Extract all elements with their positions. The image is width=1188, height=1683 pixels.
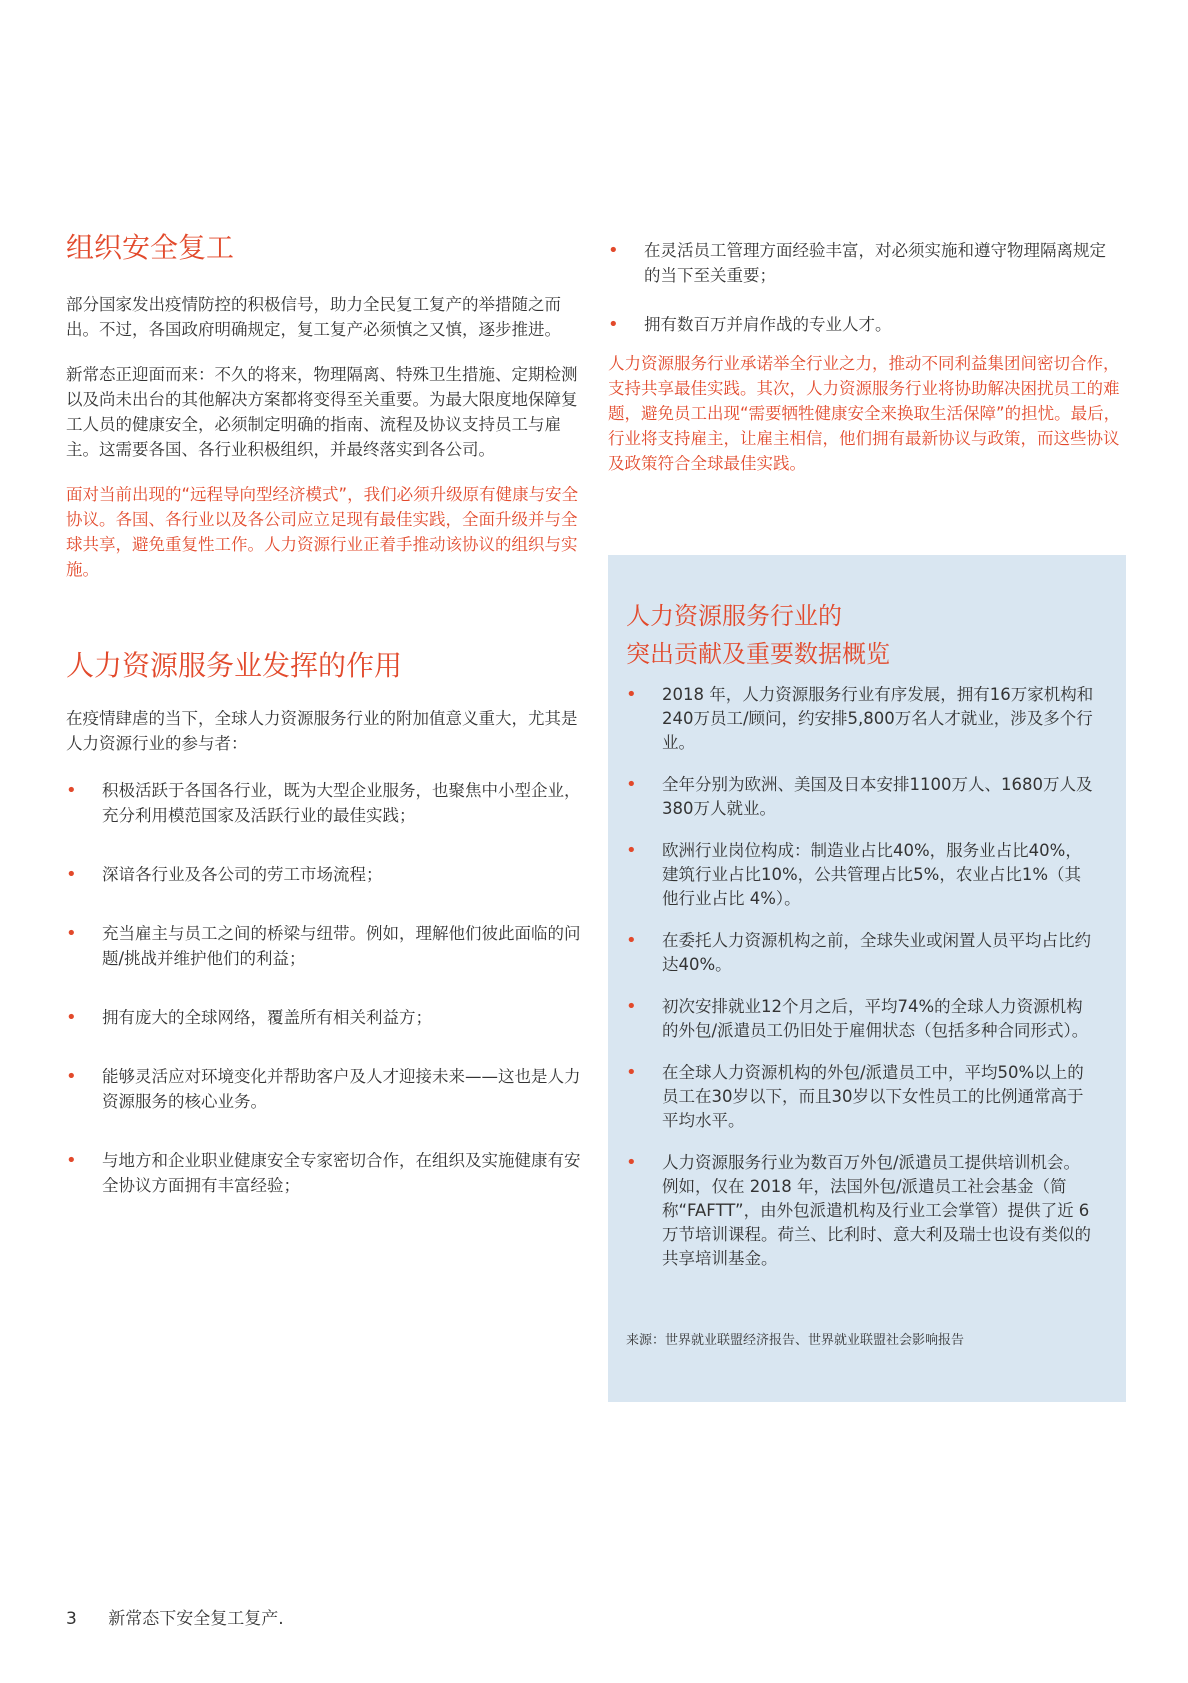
panel-title-line-2: 突出贡献及重要数据概览 bbox=[626, 640, 890, 668]
section-title-safe-return: 组织安全复工 bbox=[66, 231, 235, 264]
right-column bbox=[608, 238, 1122, 476]
intro-paragraph: 在疫情肆虐的当下，全球人力资源服务行业的附加值意义重大，尤其是人力资源行业的参与者： bbox=[66, 709, 578, 753]
list-item: • 2018 年，人力资源服务行业有序发展，拥有16万家机构和240万员工/顾问，约安排5,800万名人才就业，涉及多个行业。 bbox=[626, 683, 1096, 755]
list-item: • 充当雇主与员工之间的桥梁与纽带。例如，理解他们彼此面临的问题/挑战并维护他们的利益； bbox=[66, 921, 584, 971]
source-note: 来源：世界就业联盟经济报告、世界就业联盟社会影响报告 bbox=[626, 1333, 965, 1348]
page-number: 3 bbox=[66, 1609, 77, 1629]
panel-title bbox=[626, 597, 1106, 673]
key-data-list bbox=[626, 683, 1096, 1271]
page-footer bbox=[66, 1604, 284, 1629]
list-item: • 初次安排就业12个月之后，平均74%的全球人力资源机构的外包/派遣员工仍旧处于雇佣状态（包括多种合同形式）。 bbox=[626, 995, 1096, 1043]
panel-title-line-1: 人力资源服务行业的 bbox=[626, 602, 842, 630]
list-item: • 拥有庞大的全球网络，覆盖所有相关利益方； bbox=[66, 1005, 584, 1030]
list-item: • 在委托人力资源机构之前，全球失业或闲置人员平均占比约达40%。 bbox=[626, 929, 1096, 977]
paragraph: 部分国家发出疫情防控的积极信号，助力全民复工复产的举措随之而出。不过，各国政府明确规定，复工复产必须慎之又慎，逐步推进。 bbox=[66, 295, 561, 339]
list-item: • 在灵活员工管理方面经验丰富，对必须实施和遵守物理隔离规定的当下至关重要； bbox=[608, 238, 1122, 288]
list-item: • 全年分别为欧洲、美国及日本安排1100万人、1680万人及380万人就业。 bbox=[626, 773, 1096, 821]
list-item: • 在全球人力资源机构的外包/派遣员工中，平均50%以上的员工在30岁以下，而且30岁以下女性员工的比例通常高于平均水平。 bbox=[626, 1061, 1096, 1133]
list-item: • 积极活跃于各国各行业，既为大型企业服务，也聚焦中小型企业，充分利用模范国家及活跃行业的最佳实践； bbox=[66, 778, 584, 828]
paragraph: 新常态正迎面而来：不久的将来，物理隔离、特殊卫生措施、定期检测以及尚未出台的其他解决方案都将变得至关重要。为最大限度地保障复工人员的健康安全，必须制定明确的指南、流程及协议支持员工与雇主。这需要各国、各行业积极组织，并最终落实到各公司。 bbox=[66, 365, 578, 459]
list-item: • 欧洲行业岗位构成：制造业占比40%，服务业占比40%，建筑行业占比10%，公共管理占比5%，农业占比1%（其他行业占比 4%）。 bbox=[626, 839, 1096, 911]
highlight-paragraph: 面对当前出现的“远程导向型经济模式”，我们必须升级原有健康与安全协议。各国、各行业以及各公司应立足现有最佳实践，全面升级并与全球共享，避免重复性工作。人力资源行业正着手推动该协议的组织与实施。 bbox=[66, 485, 579, 579]
list-item: • 深谙各行业及各公司的劳工市场流程； bbox=[66, 862, 584, 887]
role-bullet-list-continued bbox=[608, 238, 1122, 337]
list-item: • 人力资源服务行业为数百万外包/派遣员工提供培训机会。例如，仅在 2018 年，法国外包/派遣员工社会基金（简称“FAFTT”，由外包派遣机构及行业工会掌管）提供了近 6 万节培训课程。荷兰、比利时、意大利及瑞士也设有类似的共享培训基金。 bbox=[626, 1151, 1096, 1271]
list-item: • 拥有数百万并肩作战的专业人才。 bbox=[608, 312, 1122, 337]
footer-title: 新常态下安全复工复产. bbox=[108, 1609, 284, 1629]
highlight-paragraph: 人力资源服务行业承诺举全行业之力，推动不同利益集团间密切合作，支持共享最佳实践。其次，人力资源服务行业将协助解决困扰员工的难题，避免员工出现“需要牺牲健康安全来换取生活保障”的担忧。最后，行业将支持雇主，让雇主相信，他们拥有最新协议与政策，而这些协议及政策符合全球最佳实践。 bbox=[608, 354, 1121, 473]
key-data-panel bbox=[608, 555, 1126, 1402]
section-title-hr-role: 人力资源服务业发挥的作用 bbox=[66, 649, 403, 682]
left-column bbox=[66, 228, 584, 1198]
role-bullet-list bbox=[66, 778, 584, 1198]
list-item: • 能够灵活应对环境变化并帮助客户及人才迎接未来——这也是人力资源服务的核心业务。 bbox=[66, 1064, 584, 1114]
list-item: • 与地方和企业职业健康安全专家密切合作，在组织及实施健康有安全协议方面拥有丰富经验； bbox=[66, 1148, 584, 1198]
